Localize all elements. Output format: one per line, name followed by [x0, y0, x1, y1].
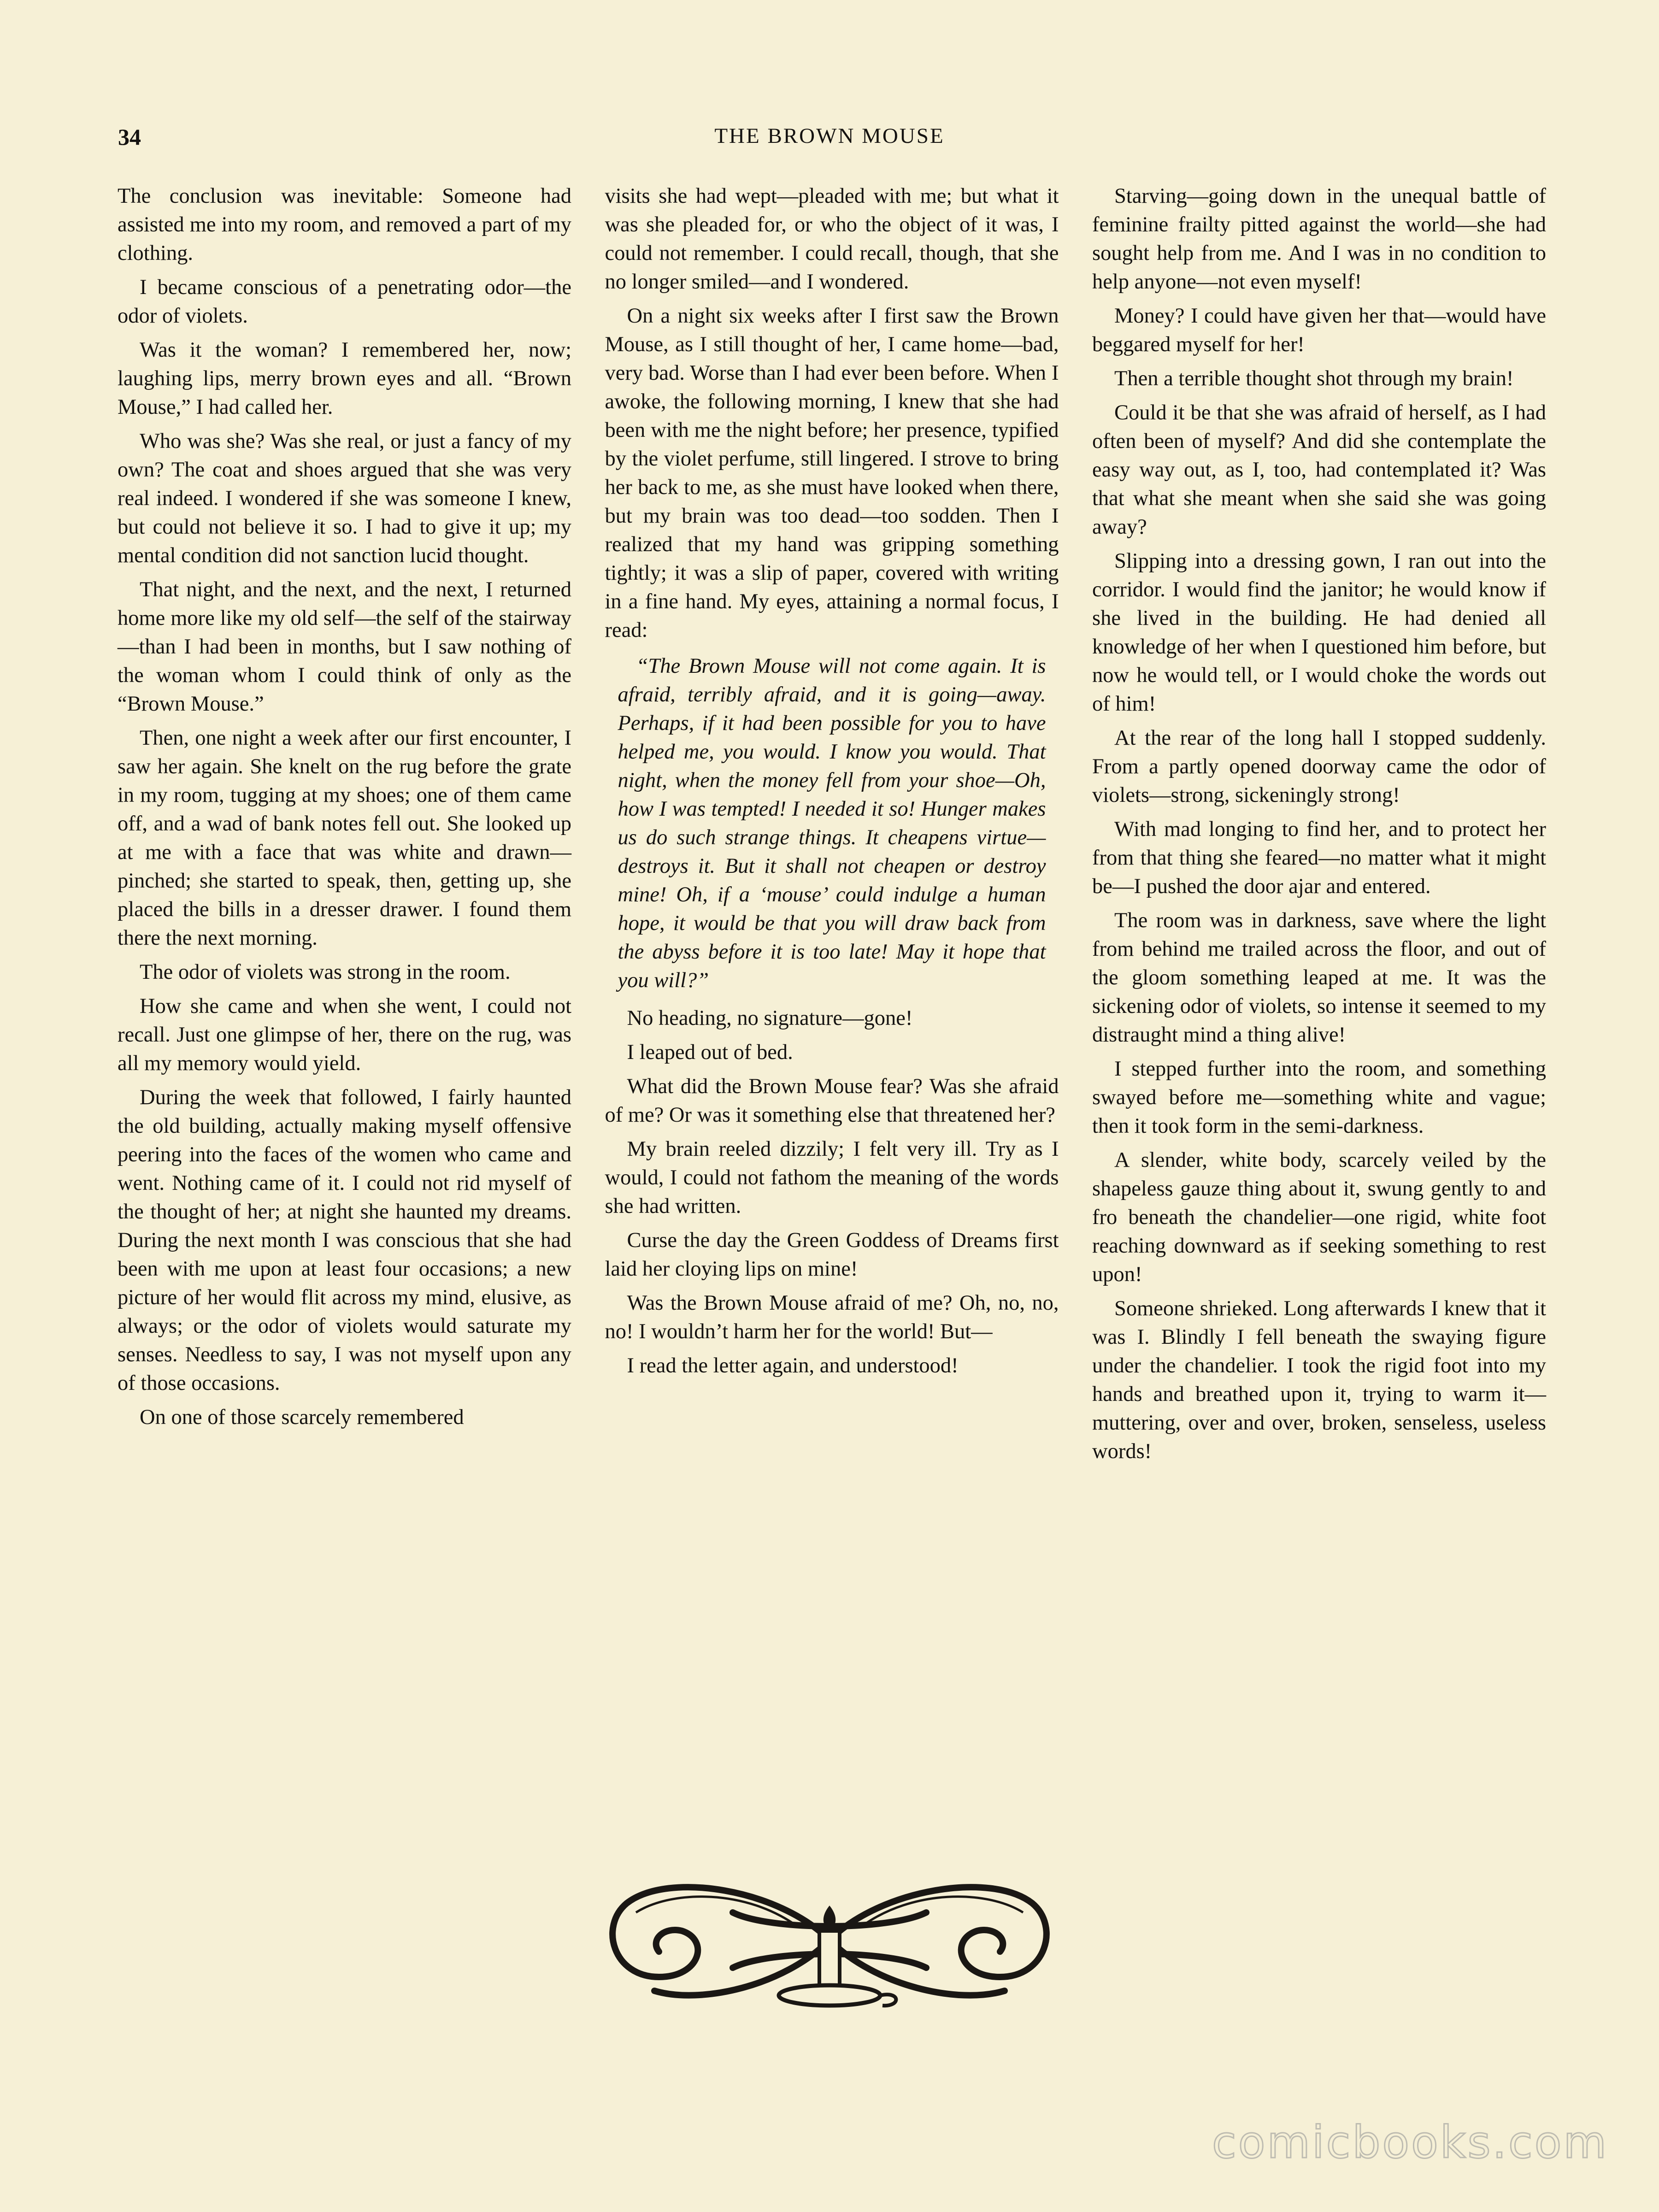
column-3 [1092, 182, 1546, 1767]
paragraph: visits she had wept—pleaded with me; but what it was she pleaded for, or who the object of it was, I could not remember. I could recall, though, that she no longer smiled—and I wondered. [605, 184, 1059, 294]
watermark: comicbooks.com [1212, 2117, 1608, 2168]
paragraph: Starving—going down in the unequal battle of feminine frailty pitted against the world—she had sought help from me. And I was in no condition to help anyone—not even myself! [1092, 184, 1546, 294]
paragraph: The odor of violets was strong in the room. [140, 960, 511, 984]
letter-quote: “The Brown Mouse will not come again. It is afraid, terribly afraid, and it is going—away. Perhaps, if it had been possible for you to have helped me, you would. I know you would. That night, when the money fell from your shoe—Oh, how I was tempted! I needed it so! Hunger makes us do such strange things. It cheapens virtue—destroys it. But it shall not cheapen or destroy mine! Oh, if a ‘mouse’ could indulge a human hope, it would be that you will draw back from the abyss before it is too late! May it hope that you will?” [618, 654, 1046, 992]
paragraph: My brain reeled dizzily; I felt very ill. Try as I would, I could not fathom the meaning of the words she had written. [605, 1137, 1059, 1218]
paragraph: I leaped out of bed. [627, 1041, 793, 1064]
paragraph: At the rear of the long hall I stopped suddenly. From a partly opened doorway came the odor of violets—strong, sickeningly strong! [1092, 726, 1546, 807]
paragraph: The room was in darkness, save where the light from behind me trailed across the floor, and out of the gloom something leaped at me. It was the sickening odor of violets, so intense it seemed to my distraught mind a thing alive! [1092, 909, 1546, 1047]
paragraph: Then a terrible thought shot through my brain! [1114, 367, 1514, 390]
paragraph: How she came and when she went, I could not recall. Just one glimpse of her, there on the rug, was all my memory would yield. [118, 994, 571, 1075]
paragraph: During the week that followed, I fairly haunted the old building, actually making myself offensive peering into the faces of the women who came and went. Nothing came of it. I could not rid myself of the thought of her; at night she haunted my dreams. During the next month I was conscious that she had been with me upon at least four occasions; a new picture of her would flit across my mind, elusive, as always; or the odor of violets would saturate my senses. Needless to say, I was not myself upon any of those occasions. [118, 1086, 571, 1395]
paragraph: That night, and the next, and the next, I returned home more like my old self—the self of the stairway—than I had been in months, but I saw nothing of the woman whom I could think of only as the “Brown Mouse.” [118, 578, 571, 716]
column-2 [605, 182, 1059, 1767]
paragraph: Slipping into a dressing gown, I ran out into the corridor. I would find the janitor; he would know if she lived in the building. He had denied all knowledge of her when I questioned him before, but now he would tell, or I would choke the words out of him! [1092, 549, 1546, 716]
page-header [118, 124, 1541, 156]
text-columns [118, 182, 1546, 1767]
paragraph: No heading, no signature—gone! [627, 1006, 913, 1030]
paragraph: Curse the day the Green Goddess of Dreams first laid her cloying lips on mine! [605, 1229, 1059, 1281]
paragraph: Money? I could have given her that—would have beggared myself for her! [1092, 304, 1546, 356]
paragraph: Was it the woman? I remembered her, now; laughing lips, merry brown eyes and all. “Brown Mouse,” I had called her. [118, 338, 571, 419]
paragraph: I stepped further into the room, and something swayed before me—something white and vague; then it took form in the semi-darkness. [1092, 1057, 1546, 1138]
running-title: THE BROWN MOUSE [714, 124, 945, 148]
paragraph: What did the Brown Mouse fear? Was she afraid of me? Or was it something else that threatened her? [605, 1075, 1059, 1127]
paragraph: Could it be that she was afraid of herself, as I had often been of myself? And did she contemplate the easy way out, as I, too, had contemplated it? Was that what she meant when she said she was going away? [1092, 401, 1546, 539]
column-1 [118, 182, 571, 1767]
paragraph: Then, one night a week after our first encounter, I saw her again. She knelt on the rug before the grate in my room, tugging at my shoes; one of them came off, and a wad of bank notes fell out. She looked up at me with a face that was white and drawn—pinched; she started to speak, then, getting up, she placed the bills in a dresser drawer. I found them there the next morning. [118, 726, 571, 950]
paragraph: Who was she? Was she real, or just a fancy of my own? The coat and shoes argued that she was very real indeed. I wondered if she was someone I knew, but could not believe it so. I had to give it up; my mental condition did not sanction lucid thought. [118, 429, 571, 567]
paragraph: Was the Brown Mouse afraid of me? Oh, no, no, no! I wouldn’t harm her for the world! But— [605, 1291, 1059, 1343]
paragraph: On a night six weeks after I first saw the Brown Mouse, as I still thought of her, I came home—bad, very bad. Worse than I had ever been before. When I awoke, the following morning, I knew that she had been with me the night before; her presence, typified by the violet perfume, still lingered. I strove to bring her back to me, as she must have looked when there, but my brain was too dead—too sodden. Then I realized that my hand was gripping something tightly; it was a slip of paper, covered with writing in a fine hand. My eyes, attaining a normal focus, I read: [605, 304, 1059, 642]
paragraph: Someone shrieked. Long afterwards I knew that it was I. Blindly I fell beneath the swaying figure under the chandelier. I took the rigid foot into my hands and breathed upon it, trying to warm it—muttering, over and over, broken, senseless, useless words! [1092, 1297, 1546, 1463]
candle-scroll-ornament [594, 1862, 1065, 2018]
paragraph: I became conscious of a penetrating odor—the odor of violets. [118, 276, 571, 328]
paragraph: A slender, white body, scarcely veiled by the shapeless gauze thing about it, swung gently to and fro beneath the chandelier—one rigid, white foot reaching downward as if seeking something to rest upon! [1092, 1148, 1546, 1286]
paragraph: On one of those scarcely remembered [140, 1406, 464, 1429]
paragraph: The conclusion was inevitable: Someone had assisted me into my room, and removed a part of my clothing. [118, 184, 571, 265]
page-number: 34 [118, 124, 141, 150]
paragraph: I read the letter again, and understood! [627, 1354, 959, 1377]
paragraph: With mad longing to find her, and to protect her from that thing she feared—no matter what it might be—I pushed the door ajar and entered. [1092, 818, 1546, 898]
